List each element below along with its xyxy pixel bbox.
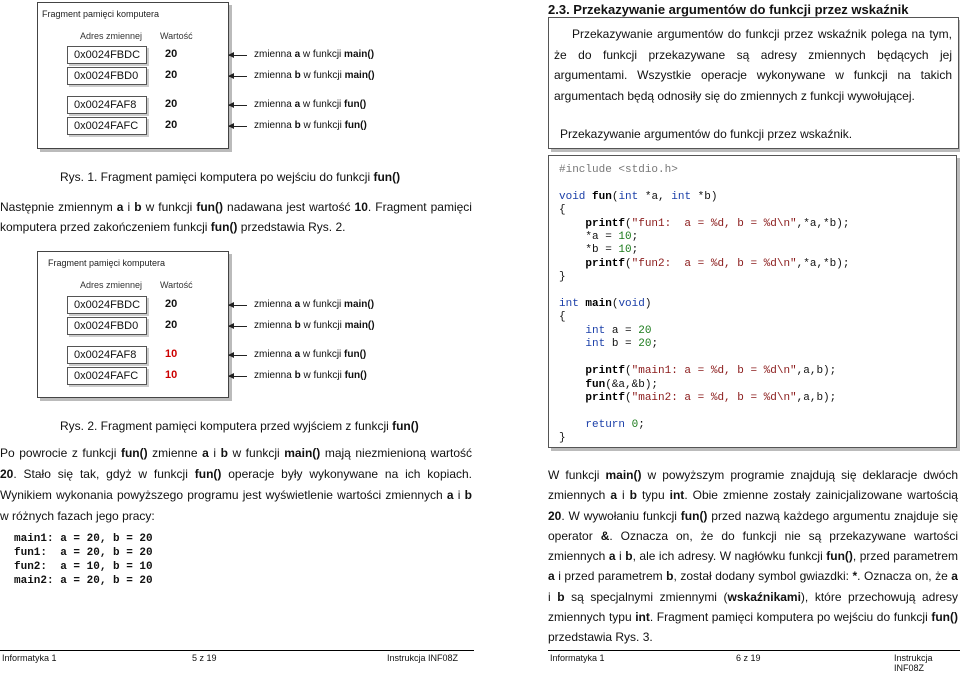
pointer-arrow (229, 355, 247, 356)
variable-label: zmienna a w funkcji main() (254, 49, 375, 60)
address-cell: 0x0024FAFC (67, 117, 147, 135)
pointer-arrow (229, 305, 247, 306)
paragraph-2: Po powrocie z funkcji fun() zmienne a i b w funkcji main() mają niezmienioną wartość 20. Stało się tak, gdyż w funkcji fun() operacje były wykonywane na ich kopiach. Wynikiem wykonania powyższego programu jest wyświetlenie wartości zmiennych a i b w różnych fazach jego pracy: (0, 446, 472, 523)
pointer-arrow (229, 76, 247, 77)
value-cell: 20 (165, 319, 178, 331)
address-cell: 0x0024FBDC (67, 46, 147, 64)
address-cell: 0x0024FBDC (67, 296, 147, 314)
explanation-paragraph: W funkcji main() w powyższym programie znajdują się deklaracje dwóch zmiennych a i b typu int. Obie zmienne zostały zainicjalizowane wartością 20. W wywołaniu funkcji fun() przed nazwą każdego argumentu znajduje się operator &. Oznacza on, że do funkcji nie są przekazywane wartości zmiennych a i b, ale ich adresy. W nagłówku funkcji fun(), przed parametrem a i przed parametrem b, został dodany symbol gwiazdki: *. Oznacza on, że a i b są specjalnymi zmiennymi (wskaźnikami), które przechowują adresy zmiennych typu int. Fragment pamięci komputera po wejściu do funkcji fun() przedstawia Rys. 3. (548, 468, 959, 645)
variable-label: zmienna a w funkcji main() (254, 299, 375, 310)
value-cell: 20 (165, 98, 178, 110)
variable-label: zmienna b w funkcji fun() (254, 370, 367, 381)
footer-rule (0, 650, 474, 651)
address-column-header: Adres zmiennej (80, 31, 143, 41)
intro-paragraph: Przekazywanie argumentów do funkcji przez wskaźnik polega na tym, że do funkcji przekazywane są adresy zmiennych będących jej argumentami. Wszystkie operacje wykonywane w funkcji na takich argumentach będą odnosiły się do zmiennych z funkcji wywołującej. (554, 27, 952, 103)
value-cell: 20 (165, 69, 178, 81)
variable-label: zmienna b w funkcji main() (254, 70, 375, 81)
address-cell: 0x0024FBD0 (67, 67, 147, 85)
program-output: main1: a = 20, b = 20 fun1: a = 20, b = 20 fun2: a = 10, b = 10 main2: a = 20, b = 20 (14, 533, 153, 587)
address-cell: 0x0024FBD0 (67, 317, 147, 335)
footer-left: Informatyka 1 (550, 653, 605, 663)
address-cell: 0x0024FAF8 (67, 346, 147, 364)
value-cell: 20 (165, 119, 178, 131)
variable-label: zmienna a w funkcji fun() (254, 349, 367, 360)
variable-label: zmienna b w funkcji fun() (254, 120, 367, 131)
value-column-header: Wartość (160, 31, 193, 41)
address-cell: 0x0024FAFC (67, 367, 147, 385)
value-column-header: Wartość (160, 280, 193, 290)
variable-label: zmienna b w funkcji main() (254, 320, 375, 331)
section-heading: 2.3. Przekazywanie argumentów do funkcji przez wskaźnik (548, 2, 909, 17)
diagram-title: Fragment pamięci komputera (48, 258, 166, 268)
address-column-header: Adres zmiennej (80, 280, 143, 290)
address-cell: 0x0024FAF8 (67, 96, 147, 114)
value-cell: 10 (165, 369, 178, 381)
footer-right: Instrukcja INF08Z (894, 653, 933, 673)
figure-caption-2: Rys. 2. Fragment pamięci komputera przed wyjściem z funkcji fun() (60, 419, 419, 433)
footer-rule (548, 650, 960, 651)
variable-label: zmienna a w funkcji fun() (254, 99, 367, 110)
figure-caption-1: Rys. 1. Fragment pamięci komputera po wejściu do funkcji fun() (60, 170, 401, 184)
paragraph-1: Następnie zmiennym a i b w funkcji fun() nadawana jest wartość 10. Fragment pamięci komputera przed zakończeniem funkcji fun() przedstawia Rys. 2. (0, 200, 472, 234)
footer-right: Instrukcja INF08Z (387, 653, 459, 663)
right-page (548, 0, 960, 673)
value-cell: 20 (165, 48, 178, 60)
pointer-arrow (229, 105, 247, 106)
pointer-arrow (229, 126, 247, 127)
diagram-title: Fragment pamięci komputera (42, 9, 160, 19)
example-title: Przekazywanie argumentów do funkcji przez wskaźnik. (560, 127, 853, 141)
footer-left: Informatyka 1 (2, 653, 57, 663)
pointer-arrow (229, 55, 247, 56)
pointer-arrow (229, 326, 247, 327)
footer-page-number: 5 z 19 (192, 653, 217, 663)
code-listing: #include <stdio.h> void fun(int *a, int *b) { printf("fun1: a = %d, b = %d\n",*a,*b); *a = 10; *b = 10; printf("fun2: a = %d, b = %d\n",*a,*b); } int main(void) { int a = 20 int b = 20; printf("main1: a = %d, b = %d\n",a,b); fun(&a,&b); printf("main2: a = %d, b = %d\n",a,b); return 0; } (548, 155, 957, 448)
left-page (0, 0, 480, 664)
value-cell: 20 (165, 298, 178, 310)
value-cell: 10 (165, 348, 178, 360)
pointer-arrow (229, 376, 247, 377)
footer-page-number: 6 z 19 (736, 653, 761, 663)
